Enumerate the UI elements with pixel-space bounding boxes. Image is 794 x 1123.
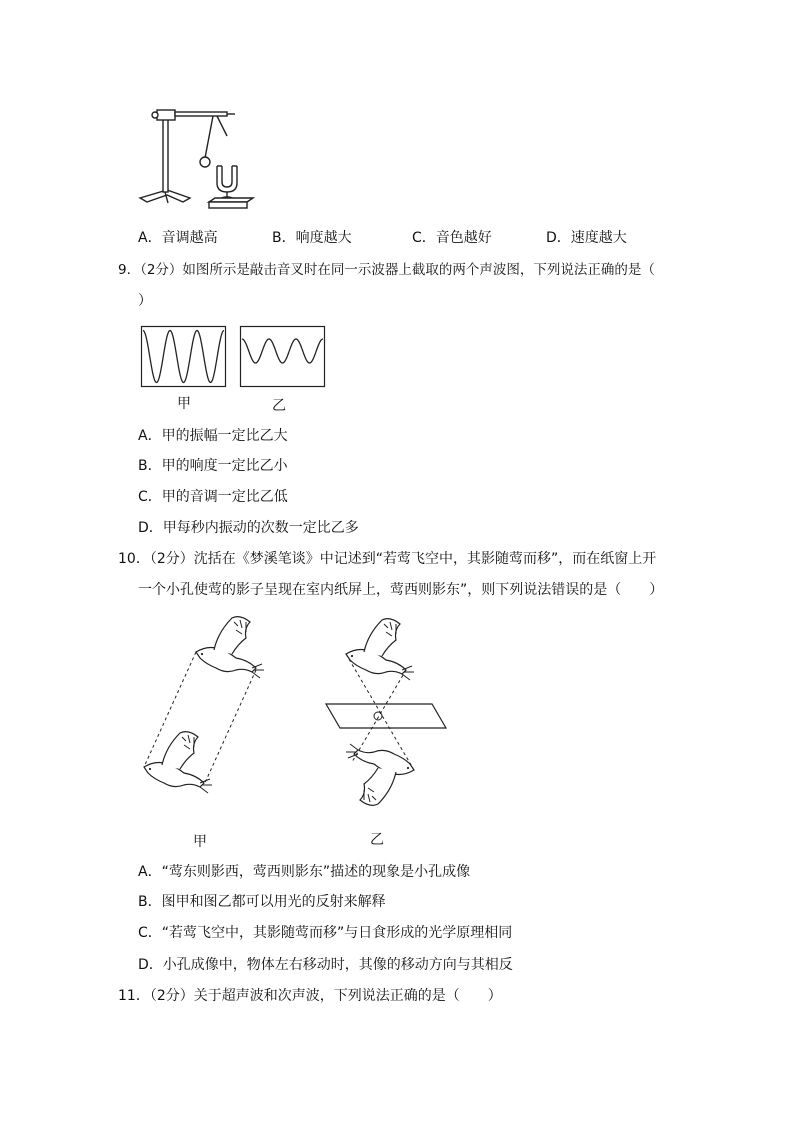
waveform-jia: [141, 326, 227, 388]
bird-shadow-figure-jia: [138, 612, 268, 807]
waveform-label-jia: 甲: [177, 396, 191, 412]
waveform-yi: [240, 326, 326, 388]
option-c: C．音色越好: [412, 230, 492, 246]
pinhole-imaging-figure-yi: [322, 612, 452, 822]
question-11-stem: 11．（2分）关于超声波和次声波，下列说法正确的是（ ）: [118, 988, 502, 1004]
option-b: B．响度越大: [272, 230, 352, 246]
option-d: D．小孔成像中，物体左右移动时，其像的移动方向与其相反: [138, 957, 513, 973]
figure-label-jia: 甲: [193, 834, 207, 850]
figure-label-yi: 乙: [370, 832, 384, 848]
question-9-stem-end: ）: [138, 293, 152, 309]
option-a: A．“莺东则影西，莺西则影东”描述的现象是小孔成像: [138, 864, 471, 880]
question-9-stem: 9．（2分）如图所示是敲击音叉时在同一示波器上截取的两个声波图，下列说法正确的是（: [118, 262, 655, 278]
option-d: D．甲每秒内振动的次数一定比乙多: [138, 520, 359, 536]
question-10-stem-line2: 一个小孔使莺的影子呈现在室内纸屏上，莺西则影东”，则下列说法错误的是（ ）: [138, 582, 664, 598]
option-b: B．甲的响度一定比乙小: [138, 458, 288, 474]
waveform-label-yi: 乙: [272, 398, 286, 414]
option-a: A．音调越高: [138, 230, 218, 246]
option-a: A．甲的振幅一定比乙大: [138, 428, 288, 444]
option-b: B．图甲和图乙都可以用光的反射来解释: [138, 894, 386, 910]
option-c: C．甲的音调一定比乙低: [138, 489, 288, 505]
option-c: C．“若莺飞空中，其影随莺而移”与日食形成的光学原理相同: [138, 925, 513, 941]
question-10-stem: 10．（2分）沈括在《梦溪笔谈》中记述到“若莺飞空中，其影随莺而移”，而在纸窗上开: [118, 551, 657, 567]
option-d: D．速度越大: [546, 230, 627, 246]
tuning-fork-pendulum-figure: [135, 98, 255, 213]
